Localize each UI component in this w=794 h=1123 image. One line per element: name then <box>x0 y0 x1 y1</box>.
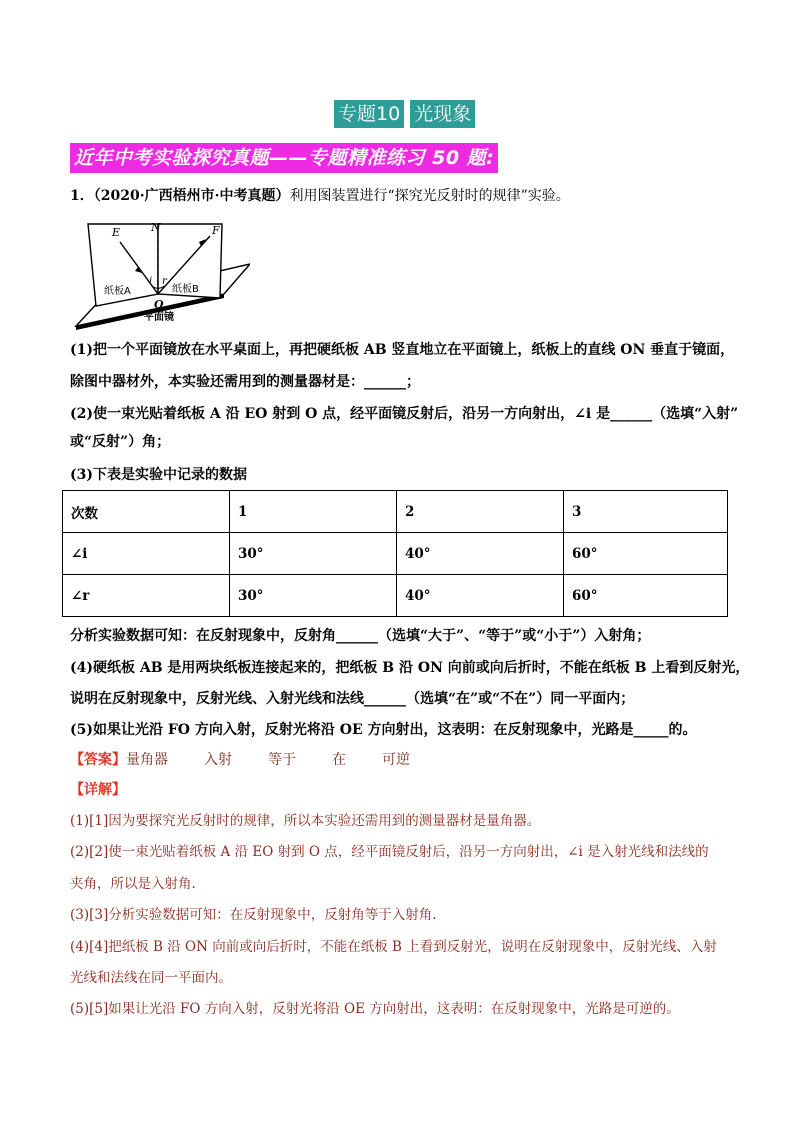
question-stem: 利用图装置进行“探究光反射时的规律”实验。 <box>289 188 570 204</box>
page-title <box>334 100 475 128</box>
table-cell: 30° <box>230 575 397 617</box>
table-row <box>63 491 728 533</box>
answer-item: 等于 <box>268 752 296 768</box>
table-cell: ∠r <box>63 575 230 617</box>
table-cell: ∠i <box>63 533 230 575</box>
table-cell: 2 <box>397 491 564 533</box>
answer-label: 【答案】 <box>70 752 126 768</box>
part-4-line-2: 说明在反射现象中，反射光线、入射光线和法线______（选填“在”或“不在”）同一平面内； <box>70 691 635 707</box>
table-cell: 30° <box>230 533 397 575</box>
explain-line-3: (3)[3]分析实验数据可知：在反射现象中，反射角等于入射角. <box>70 907 437 923</box>
answer-line <box>70 750 446 770</box>
label-f: F <box>212 224 220 237</box>
label-i: i <box>149 276 153 287</box>
answer-item: 入射 <box>204 752 232 768</box>
label-board-a: 纸板A <box>104 286 131 297</box>
question-source: 1．（2020·广西梧州市·中考真题） <box>70 188 290 204</box>
explain-line-2a: (2)[2]使一束光贴着纸板 A 沿 EO 射到 O 点，经平面镜反射后，沿另一方向射出，∠i 是入射光线和法线的 <box>70 844 709 860</box>
label-e: E <box>112 226 121 239</box>
part-5-question: (5)如果让光沿 FO 方向入射，反射光将沿 OE 方向射出，这表明：在反射现象中，光路是_____的。 <box>70 722 697 738</box>
table-row <box>63 575 728 617</box>
part-3-question: 分析实验数据可知：在反射现象中，反射角______（选填“大于”、“等于”或“小于”）入射角； <box>70 628 651 644</box>
label-o: O <box>154 298 164 311</box>
table-cell: 40° <box>397 575 564 617</box>
table-cell: 60° <box>564 533 728 575</box>
part-2-line-2: 或“反射”）角； <box>70 434 171 450</box>
answer-item: 量角器 <box>126 752 168 768</box>
reflection-apparatus-figure <box>74 222 250 330</box>
explain-line-4a: (4)[4]把纸板 B 沿 ON 向前或向后折时，不能在纸板 B 上看到反射光，说明在反射现象中，反射光线、入射 <box>70 939 717 955</box>
label-n: N <box>151 222 161 234</box>
part-3-intro: (3)下表是实验中记录的数据 <box>70 467 247 483</box>
explain-line-4b: 光线和法线在同一平面内。 <box>70 970 232 986</box>
table-cell: 60° <box>564 575 728 617</box>
table-row <box>63 533 728 575</box>
label-r: r <box>162 276 167 287</box>
title-topic-number: 专题10 <box>334 100 404 128</box>
answer-item: 在 <box>332 752 346 768</box>
table-cell: 次数 <box>63 491 230 533</box>
label-board-b: 纸板B <box>172 284 199 295</box>
table-cell: 1 <box>230 491 397 533</box>
part-4-line-1: (4)硬纸板 AB 是用两块纸板连接起来的，把纸板 B 沿 ON 向前或向后折时，不能在纸板 B 上看到反射光， <box>70 660 750 676</box>
explain-label: 【详解】 <box>70 782 126 798</box>
data-table <box>62 490 728 617</box>
table-cell: 3 <box>564 491 728 533</box>
label-mirror: 平面镜 <box>144 312 174 323</box>
table-cell: 40° <box>397 533 564 575</box>
question-header <box>70 186 570 206</box>
part-1-line-2: 除图中器材外，本实验还需用到的测量器材是：______； <box>70 374 420 390</box>
title-topic-name: 光现象 <box>410 100 475 128</box>
part-1-line-1: (1)把一个平面镜放在水平桌面上，再把硬纸板 AB 竖直地立在平面镜上，纸板上的直线 ON 垂直于镜面， <box>70 342 735 358</box>
answer-item: 可逆 <box>382 752 410 768</box>
explain-line-2b: 夹角，所以是入射角. <box>70 876 196 892</box>
part-2-line-1: (2)使一束光贴着纸板 A 沿 EO 射到 O 点，经平面镜反射后，沿另一方向射出，∠i 是______（选填“入射” <box>70 406 739 422</box>
explain-line-1: (1)[1]因为要探究光反射时的规律，所以本实验还需用到的测量器材是量角器。 <box>70 813 541 829</box>
explain-line-5: (5)[5]如果让光沿 FO 方向入射，反射光将沿 OE 方向射出，这表明：在反射现象中，光路是可逆的。 <box>70 1001 680 1017</box>
section-banner: 近年中考实验探究真题——专题精准练习 50 题: <box>70 143 498 173</box>
